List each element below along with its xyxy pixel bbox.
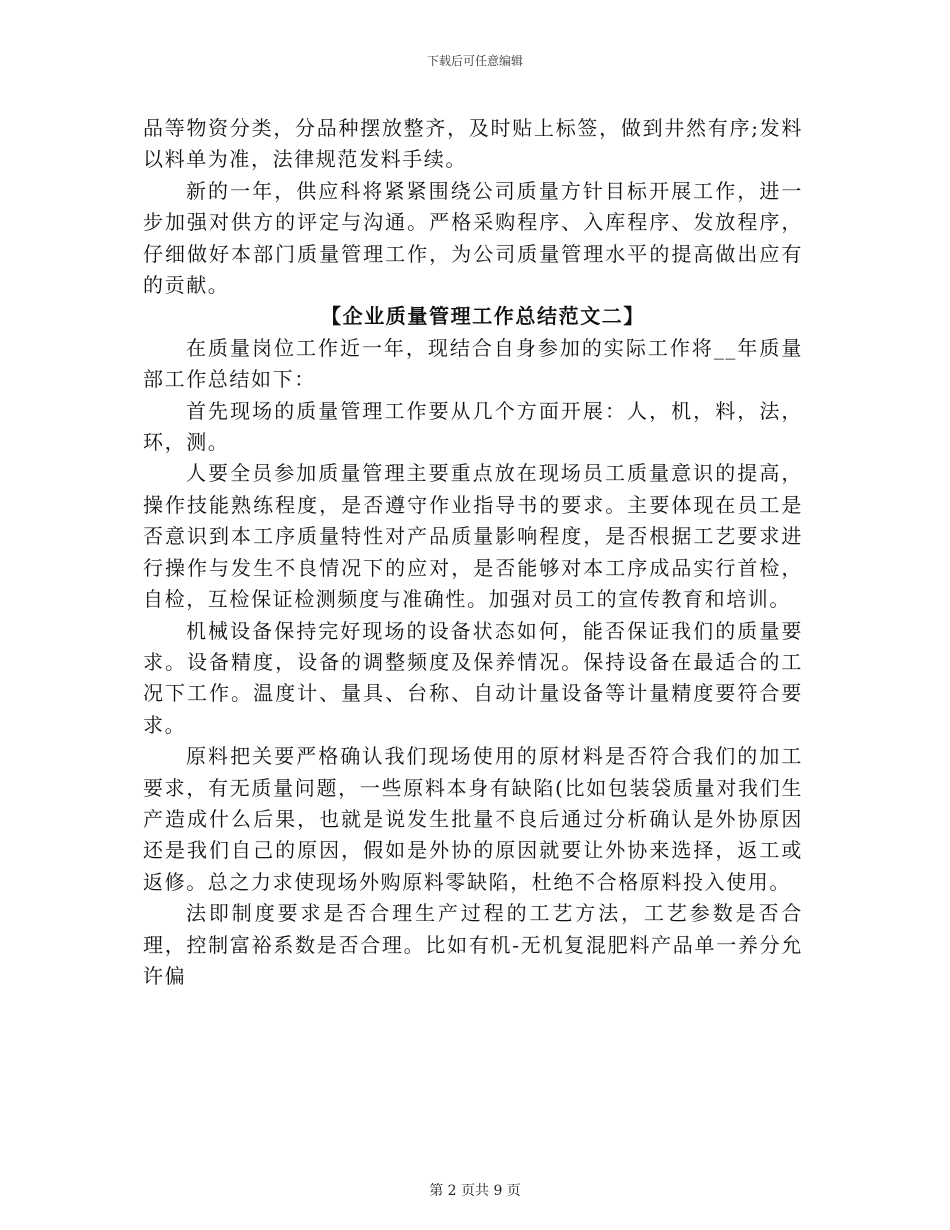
paragraph: 首先现场的质量管理工作要从几个方面开展：人，机，料，法，环，测。 — [143, 398, 803, 455]
page-footer: 第 2 页共 9 页 — [429, 1183, 521, 1199]
page-header: 下载后可任意编辑 — [426, 54, 523, 68]
paragraph: 法即制度要求是否合理生产过程的工艺方法，工艺参数是否合理，控制富裕系数是否合理。比如有机-无机复混肥料产品单一养分允许偏 — [143, 901, 803, 988]
section-heading: 【企业质量管理工作总结范文二】 — [321, 304, 645, 329]
paragraph: 机械设备保持完好现场的设备状态如何，能否保证我们的质量要求。设备精度，设备的调整频度及保养情况。保持设备在最适合的工况下工作。温度计、量具、台称、自动计量设备等计量精度要符合要求。 — [143, 618, 803, 737]
paragraph: 人要全员参加质量管理主要重点放在现场员工质量意识的提高，操作技能熟练程度，是否遵守作业指导书的要求。主要体现在员工是否意识到本工序质量特性对产品质量影响程度，是否根据工艺要求进行操作与发生不良情况下的应对，是否能够对本工序成品实行首检，自检，互检保证检测频度与准确性。加强对员工的宣传教育和培训。 — [143, 461, 803, 612]
paragraph: 新的一年，供应科将紧紧围绕公司质量方针目标开展工作，进一步加强对供方的评定与沟通。严格采购程序、入库程序、发放程序，仔细做好本部门质量管理工作，为公司质量管理水平的提高做出应有的贡献。 — [143, 178, 803, 298]
document-body — [143, 113, 803, 992]
paragraph: 在质量岗位工作近一年，现结合自身参加的实际工作将__年质量部工作总结如下： — [143, 335, 803, 392]
paragraph: 原料把关要严格确认我们现场使用的原材料是否符合我们的加工要求，有无质量问题，一些原料本身有缺陷(比如包装袋质量对我们生产造成什么后果，也就是说发生批量不良后通过分析确认是外协原因还是我们自己的原因，假如是外协的原因就要让外协来选择，返工或返修。总之力求使现场外购原料零缺陷，杜绝不合格原料投入使用。 — [143, 744, 803, 894]
paragraph: 品等物资分类，分品种摆放整齐，及时贴上标签，做到井然有序;发料以料单为准，法律规范发料手续。 — [143, 116, 803, 172]
